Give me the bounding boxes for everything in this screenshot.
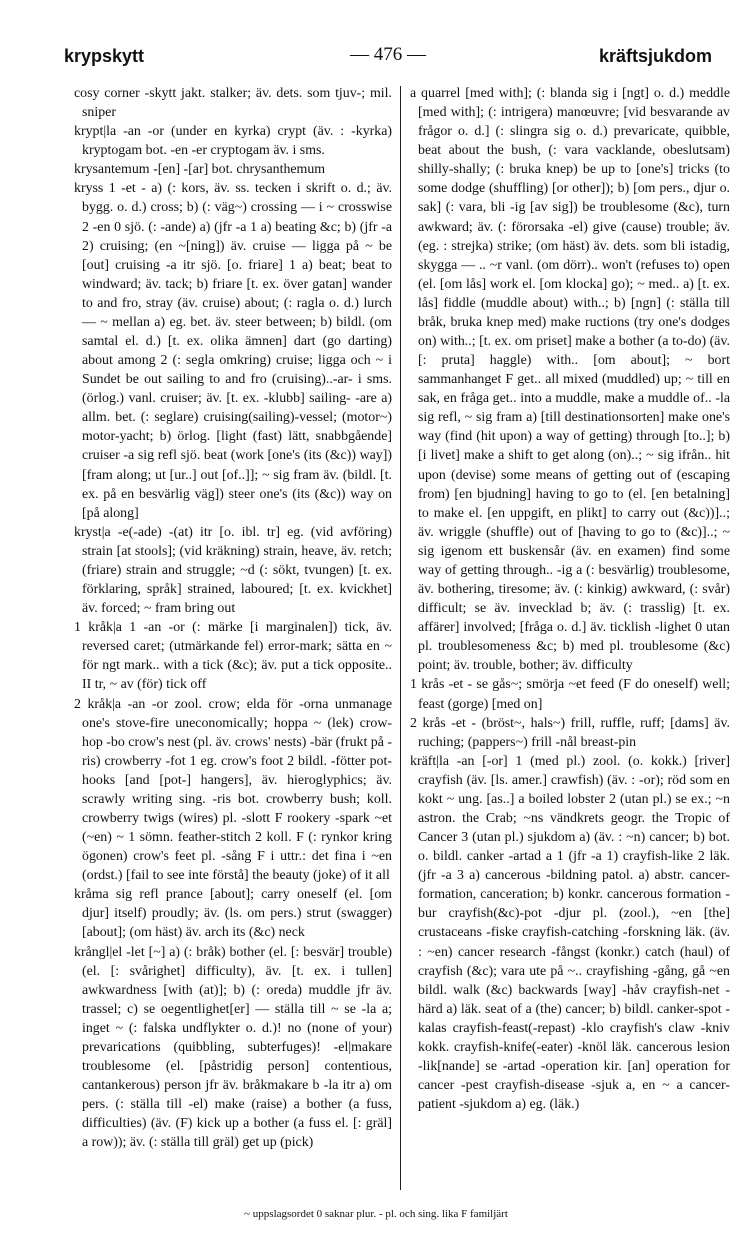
entry: krångl|el -let [~] a) (: bråk) bother (el. [: besvär] trouble) (el. [: svårighet] difficulty), äv. [t. ex. i tullen] awkwardness [with (at)]; b) (: oreda) muddle jfr äv. trassel; c) se oegentlighet[er] — ställa till ~ se -la a; inget ~ (: falska undflykter o. d.)! no (none of your) prevarications (quibbling, subterfuges)! -el|makare troublesome (el. [påstridig person] contentious, cantankerous) person jfr äv. bråkmakare b -la itr a) om pers. (: ställa till -el) make (raise) a bother (a fuss, difficulties) (äv. (F) kick up a bother (a fuss el. [: gräl] a row)); äv. (: ställa till gräl) get up (pick) <box>74 944 392 1151</box>
entry: krysantemum -[en] -[ar] bot. chrysanthemum <box>74 162 326 178</box>
entry: 1 krås -et - se gås~; smörja ~et feed (F do oneself) well; feast (gorge) [med on] <box>410 677 730 712</box>
entry: 1 kråk|a 1 -an -or (: märke [i marginalen]) tick, äv. reversed caret; (utmärkande fel) error-mark; sätta en ~ för ngt mark.. with a tick (&c); äv. put a tick opposite.. II tr, ~ av (för) tick off <box>74 620 392 693</box>
entry: a quarrel [med with]; (: blanda sig i [ngt] o. d.) meddle [med with]; (: intrigera) manœuvre; [vid besvarande av frågor o. d.] (: slingra sig o. d.) prevaricate, quibble, beat about the bush, (: vara vacklande, obeslutsam) shilly-shally; (: bruka knep) be up to [one's] tricks (to some dodge (shuffling) [or other]); b) [om pers., djur o. sak] (: vara, bli -ig [av sig]) be troublesome (&c), turn awkward; äv. (: förorsaka -el) give (cause) trouble; äv. (eg. : strejka) strike; (om häst) äv. dets. som bli istadig, skygga — .. ~r vanl. (om dörr).. won't (refuses to) open (el. [om lås] work el. [om klocka] go); ~ med.. a) [t. ex. lås] fiddle (muddle about) with..; b) [ngn] (: ställa till bråk, bruka knep med) make ructions (try one's dodges on) with..; [t. ex. om priset] make a bother (a to-do) (äv. [: pruta] haggle) with.. [om about]; ~ bort sammanhanget F get.. all mixed (muddled) up; ~ till en sak, en fråga get.. into a muddle, make a muddle of.. -la sig refl, ~ sig fram a) [till destinationsorten] make one's way (find (hit upon) a way of getting) through [to..]; b) [i livet] make a shift to get along (on)..; ~ sig ifrån.. hit upon (devise) some means of getting out of (escaping from) [en bjudning] having to go to (el. [en betalning] to make el. [en uppgift, en plikt] to carry out (&c))]..; äv. wriggle (shuffle) out of [having to go to (&c)]..; ~ sig igenom ett buskensår (äv. en examen) find some way of getting through.. -ig a (: besvärlig) troublesome, äv. bothering, tiresome; äv. (: kinkig) awkward, (: svår) difficult; se äv. invecklad b; äv. (: trasslig) [t. ex. affärer] involved; [fråga o. d.] äv. ticklish -lighet 0 utan pl. troublesomeness &c; b) med pl. troublesome (&c) point; äv. trouble, bother; äv. difficulty <box>410 86 730 674</box>
left-column <box>74 84 392 1152</box>
page-number: — 476 — <box>350 44 426 65</box>
right-column <box>410 84 730 1114</box>
page-footer-legend: ~ uppslagsordet 0 saknar plur. - pl. och sing. lika F familjärt <box>244 1208 508 1220</box>
header-first-entry: krypskytt <box>64 46 145 66</box>
header-last-entry: kräftsjukdom <box>598 46 712 66</box>
entry: krypt|la -an -or (under en kyrka) crypt (äv. : -kyrka) kryptogam bot. -en -er cryptogam äv. i sms. <box>74 124 392 159</box>
entry: 2 kråk|a -an -or zool. crow; elda för -orna unmanage one's stove-fire uneconomically; hoppa ~ (lek) crow-hop -bo crow's nest (pl. äv. crows' nests) -bär (frukt på -ris) crowberry -fot 1 eg. crow's foot 2 bildl. -fötter pot-hooks [and [pot-] hangers], äv. hieroglyphics; äv. scrawly writing sing. -ris bot. crowberry bush; koll. crowberry twigs (wires) pl. -slott F rookery -spark ~et (~en) ~ 1 sömn. feather-stitch 2 koll. F (: rynkor kring ögonen) crow's feet pl. -sång F i uttr.: det fina i ~en (ordst.) [fail to see inte förstå] the beauty (joke) of it all <box>74 696 392 884</box>
column-divider <box>400 86 401 1190</box>
entry: kryst|a -e(-ade) -(at) itr [o. ibl. tr] eg. (vid avföring) strain [at stools]; (vid kräkning) strain, heave, äv. retch; (friare) strain and struggle; ~d (: sökt, tvungen) [t. ex. förklaring, språk] strained, laboured; [t. ex. kvickhet] äv. forced; ~ fram bring out <box>74 524 392 617</box>
entry: cosy corner -skytt jakt. stalker; äv. dets. som tjuv-; mil. sniper <box>74 86 392 121</box>
entry: kråma sig refl prance [about]; carry oneself (el. [om djur] itself) proudly; äv. (ls. om pers.) strut (swagger) [about]; (om häst) äv. arch its (&c) neck <box>74 887 392 941</box>
entry: kryss 1 -et - a) (: kors, äv. ss. tecken i skrift o. d.; äv. bygg. o. d.) cross; b) (: väg~) crossing — i ~ crosswise 2 -en 0 sjö. (: -ande) a) (jfr -a 1 a) beating &c; b) (jfr -a 2) cruising; (en ~[ning]) äv. cruise — ligga på ~ be [out] cruising -a itr sjö. [o. friare] 1 a) beat; beat to windward; äv. tack; b) friare [t. ex. över gatan] wander to and fro, stray (äv. cruise) about; (: ragla o. d.) lurch — ~ mellan a) eg. bet. äv. steer between; b) bildl. (om samtal el. d.) [t. ex. olika ämnen] dart (go darting) about among 2 (: segla omkring) cruise; ligga och ~ i Sundet be out sailing to and fro (cruising)..-ar- i sms. (örlog.) vanl. cruiser; äv. [t. ex. -klubb] sailing- -are a) allm. bet. (: seglare) cruising(sailing)-vessel; (motor~) motor-yacht; b) örlog. [light (fast) lätt, snabbgående] cruiser -a sig refl sjö. beat (work [one's (its (&c)) way]) [fram along; ut [ur..] out [of..]]; ~ sig fram äv. (bildl. [t. ex. på en besvärlig väg]) steer one's (its (&c)) way on [på along] <box>74 181 392 521</box>
entry: kräft|la -an [-or] 1 (med pl.) zool. (o. kokk.) [river] crayfish (äv. [ls. amer.] crawfish) (äv. : -or); röd som en kokt ~ ung. [as..] a boiled lobster 2 (utan pl.) se ex.; ~n astron. the Crab; ~ns vändkrets geogr. the Tropic of Cancer 3 (utan pl.) sjukdom a) (äv. : ~n) cancer; b) bot. o. bildl. canker -artad a 1 (jfr -a 1) crayfish-like 2 läk. (jfr -a 3 a) cancerous -bildning patol. a) abstr. cancer-formation, canceration; b) konkr. cancerous formation -bur crayfish(&c)-pot -djur pl. (zool.), ~en [the] crustaceans -fiske crayfish-catching -forskning läk. (äv. : ~en) cancer research -fångst (konkr.) catch (haul) of crayfish (&c); vara ute på ~.. crayfishing -gång, gå ~en bildl. walk (&c) backwards [way] -håv crayfish-net -härd a) läk. seat of a (the) cancer; b) bildl. canker-spot -kalas crayfish-feast(-repast) -klo crayfish's claw -kniv kokk. crayfish-knife(-eater) -knöl läk. cancerous lesion -lik[nande] se -artad -operation kir. [an] operation for cancer -pest crayfish-disease -sjuk a, en ~ a cancer-patient -sjukdom a) eg. (läk.) <box>410 753 730 1113</box>
entry: 2 krås -et - (bröst~, hals~) frill, ruffle, ruff; [dams] äv. ruching; (pappers~) frill -nål breast-pin <box>410 715 730 750</box>
page-header <box>64 40 712 70</box>
